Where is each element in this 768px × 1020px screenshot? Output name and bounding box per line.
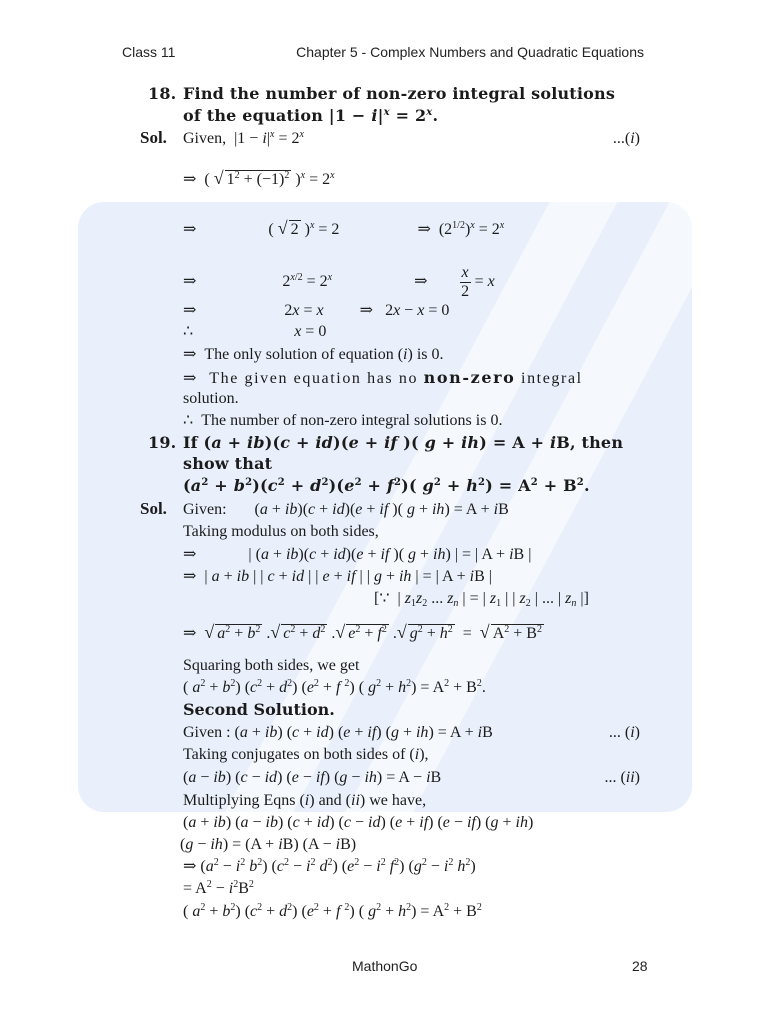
q18-sol-label: Sol. xyxy=(140,128,167,147)
q19-conjugates: Taking conjugates on both sides of (i), xyxy=(183,746,429,763)
q19-mod-step-2: ⇒ | a + ib | | c + id | | e + if | | g + ih | = | A + iB | xyxy=(183,568,492,585)
q18-conclusion-2-cont: solution. xyxy=(183,390,239,407)
q19-question-line3: $(a^2 + b^2)(c^2 + d^2)(e^2 + f^2)$( $g^2 + h^2) = A^2 + B^2$. xyxy=(183,476,590,495)
q18-step-1: ⇒ ( √ $1^2 + (-1)^2$ )$^x = 2^x$ xyxy=(183,168,335,188)
q18-question-line1: Find the number of non-zero integral solutions xyxy=(183,84,616,103)
q18-conclusion-3: ∴ The number of non-zero integral solutions is 0. xyxy=(183,412,503,429)
q19-mult-line-2: (g − ih) = (A + iB) (A − iB) xyxy=(180,836,357,853)
q19-squaring: Squaring both sides, we get xyxy=(183,657,360,674)
q19-sol-label: Sol. xyxy=(140,499,167,518)
footer-page-number: 28 xyxy=(632,958,648,974)
q19-final: ( $a^2 + b^2$) $(c^2 + d^2) (e^2 + f$ $^2$) ( $g^2 + h^2) = A^2 + B^2$ xyxy=(183,902,482,920)
footer-brand: MathonGo xyxy=(352,958,418,974)
q19-result-1: ( $a^2 + b^2$) $(c^2 + d^2) (e^2 + f$ $^2$) ( $g^2 + h^2) = A^2 + B^2$. xyxy=(183,678,486,696)
q19-mult-line-3: ⇒ ($a^2 - i^2$ $b^2$) ($c^2 - i^2$ $d^2$) ($e^2 - i^2$ $f^2$) ($g^2 - i^2$ $h^2$) xyxy=(183,857,476,875)
q18-given: Given, $|1 - i|^x = 2^x$ xyxy=(183,129,304,147)
q19-given: Given: (a + ib)(c + id)(e + if )( g + ih) = A + iB xyxy=(183,501,509,518)
q18-conclusion-1: ⇒ The only solution of equation (i) is 0. xyxy=(183,346,444,363)
q18-number: 18. xyxy=(148,84,177,103)
q18-step-4: ⇒ 2x = x ⇒ 2x − x = 0 xyxy=(183,302,450,319)
q18-step-2: ⇒ ( √ 2 )$^x$ = 2 ⇒ $(2^{1/2})^x = 2^x$ xyxy=(183,218,505,238)
q18-question-line2: of the equation $|1 - i|^x = 2^x$. xyxy=(183,106,439,125)
q19-question-line2: show that xyxy=(183,454,273,473)
q19-taking-modulus: Taking modulus on both sides, xyxy=(183,523,379,540)
q19-sqrt-step: ⇒ √ $a^2 + b^2$ .√ $c^2 + d^2$ .√ $e^2 + f^2$ .√ $g^2 + h^2$ = √ $A^2 + B^2$ xyxy=(183,622,542,642)
q19-question-line1: If (a + ib)(c + id)(e + if )( g + ih) = A + iB, then xyxy=(183,433,624,452)
q19-mult-line-1: (a + ib) (a − ib) (c + id) (c − id) (e + if) (e − if) (g + ih) xyxy=(183,814,534,831)
header-chapter: Chapter 5 - Complex Numbers and Quadratic Equations xyxy=(296,44,644,60)
header-class: Class 11 xyxy=(122,44,176,60)
q19-mult-line-4: = $A^2 - i^2B^2$ xyxy=(183,879,254,897)
q19-second-solution: Second Solution. xyxy=(183,700,335,719)
q19-given-2-ref: ... (i) xyxy=(608,724,640,741)
q19-multiplying: Multiplying Eqns (i) and (ii) we have, xyxy=(183,792,427,809)
q19-number: 19. xyxy=(148,433,177,452)
q19-given-2: Given : (a + ib) (c + id) (e + if) (g + ih) = A + iB xyxy=(183,724,493,741)
q19-mod-step-1: ⇒ | (a + ib)(c + id)(e + if )( g + ih) | = | A + iB | xyxy=(183,546,532,563)
q18-step-5: ∴ x = 0 xyxy=(183,323,327,340)
q18-step-3: ⇒ $2^{x/2} = 2^x$ ⇒ $\frac{x}{2}$ = x xyxy=(183,263,495,300)
q19-property: [∵ | $z_1z_2$ ... $z_n$ | = | $z_1$ | | $z_2$ | ... | $z_n$ |] xyxy=(374,590,589,609)
q19-conj-eq: (a − ib) (c − id) (e − if) (g − ih) = A − iB xyxy=(183,769,442,786)
q19-conj-ref: ... (ii) xyxy=(604,769,640,786)
q18-conclusion-2: ⇒ The given equation has no non-zero integral xyxy=(183,368,583,387)
q18-given-ref: ...(i) xyxy=(612,130,640,147)
